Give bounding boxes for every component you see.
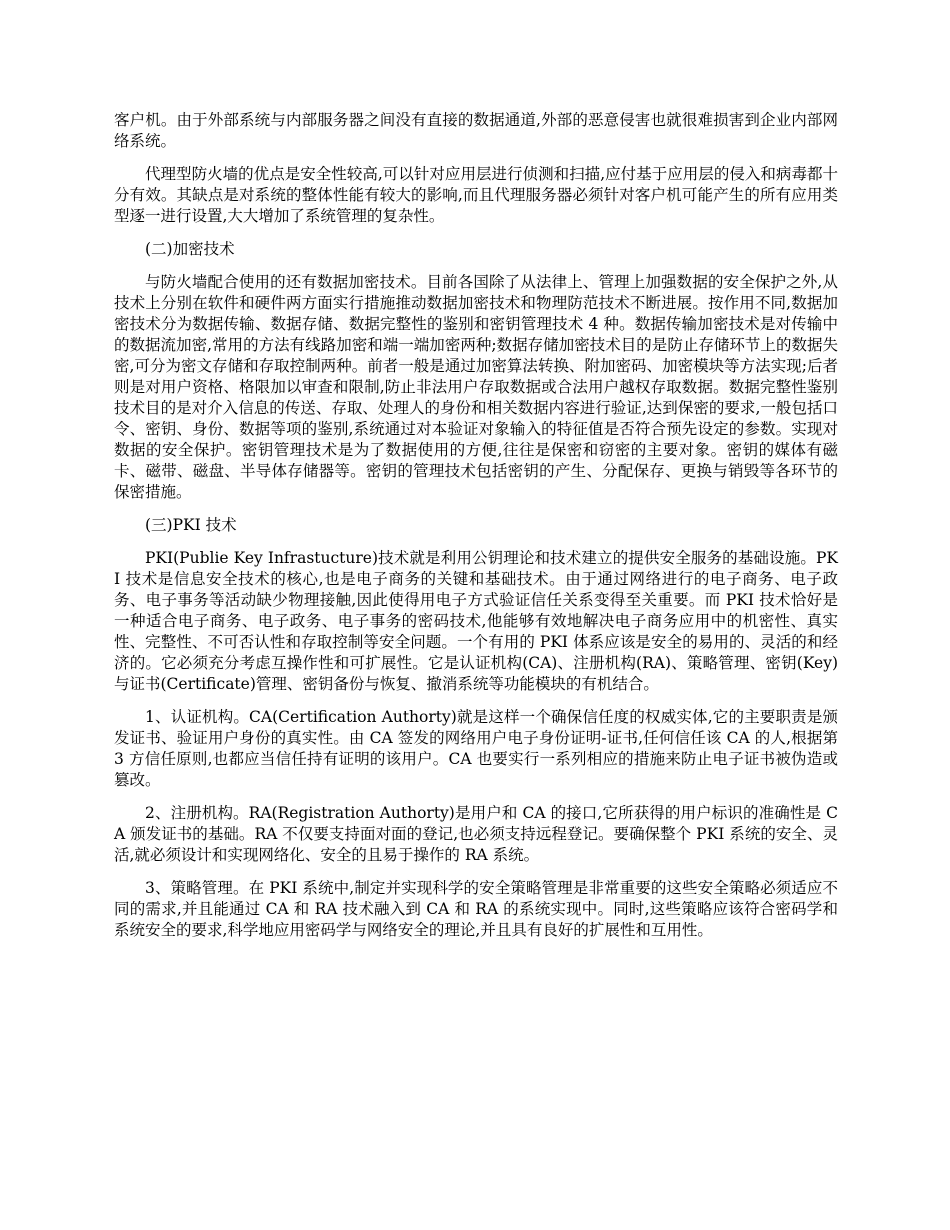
paragraph-proxy-firewall: 代理型防火墙的优点是安全性较高,可以针对应用层进行侦测和扫描,应付基于应用层的侵入和病毒都十分有效。其缺点是对系统的整体性能有较大的影响,而且代理服务器必须针对客户机可能产生的所有应用类型逐一进行设置,大大增加了系统管理的复杂性。 <box>114 165 838 225</box>
document-page <box>114 110 838 953</box>
paragraph-continuation: 客户机。由于外部系统与内部服务器之间没有直接的数据通道,外部的恶意侵害也就很难损害到企业内部网络系统。 <box>114 111 838 150</box>
paragraph-certification-authority: 1、认证机构。CA(Certification Authorty)就是这样一个确保信任度的权威实体,它的主要职责是颁发证书、验证用户身份的真实性。由 CA 签发的网络用户电子身份证明-证书,任何信任该 CA 的人,根据第 3 方信任原则,也都应当信任持有证明的该用户。CA 也要实行一系列相应的措施来防止电子证书被伪造或篡改。 <box>114 708 838 789</box>
section-heading-pki: (三)PKI 技术 <box>145 516 237 534</box>
paragraph-registration-authority: 2、注册机构。RA(Registration Authorty)是用户和 CA 的接口,它所获得的用户标识的准确性是 CA 颁发证书的基础。RA 不仅要支持面对面的登记,也必须支持远程登记。要确保整个 PKI 系统的安全、灵活,就必须设计和实现网络化、安全的且易于操作的 RA 系统。 <box>114 804 838 864</box>
section-heading-encryption: (二)加密技术 <box>145 240 235 258</box>
paragraph-encryption: 与防火墙配合使用的还有数据加密技术。目前各国除了从法律上、管理上加强数据的安全保护之外,从技术上分别在软件和硬件两方面实行措施推动数据加密技术和物理防范技术不断进展。按作用不同,数据加密技术分为数据传输、数据存储、数据完整性的鉴别和密钥管理技术 4 种。数据传输加密技术是对传输中的数据流加密,常用的方法有线路加密和端一端加密两种;数据存储加密技术目的是防止存储环节上的数据失密,可分为密文存储和存取控制两种。前者一般是通过加密算法转换、附加密码、加密模块等方法实现;后者则是对用户资格、格限加以审查和限制,防止非法用户存取数据或合法用户越权存取数据。数据完整性鉴别技术目的是对介入信息的传送、存取、处理人的身份和相关数据内容进行验证,达到保密的要求,一般包括口令、密钥、身份、数据等项的鉴别,系统通过对本验证对象输入的特征值是否符合预先设定的参数。实现对数据的安全保护。密钥管理技术是为了数据使用的方便,往往是保密和窃密的主要对象。密钥的媒体有磁卡、磁带、磁盘、半导体存储器等。密钥的管理技术包括密钥的产生、分配保存、更换与销毁等各环节的保密措施。 <box>114 273 838 501</box>
paragraph-pki: PKI(Publie Key Infrastucture)技术就是利用公钥理论和技术建立的提供安全服务的基础设施。PKI 技术是信息安全技术的核心,也是电子商务的关键和基础技术。由于通过网络进行的电子商务、电子政务、电子事务等活动缺少物理接触,因此使得用电子方式验证信任关系变得至关重要。而 PKI 技术恰好是一种适合电子商务、电子政务、电子事务的密码技术,他能够有效地解决电子商务应用中的机密性、真实性、完整性、不可否认性和存取控制等安全问题。一个有用的 PKI 体系应该是安全的易用的、灵活的和经济的。它必须充分考虑互操作性和可扩展性。它是认证机构(CA)、注册机构(RA)、策略管理、密钥(Key)与证书(Certificate)管理、密钥备份与恢复、撤消系统等功能模块的有机结合。 <box>114 549 838 693</box>
paragraph-policy-management: 3、策略管理。在 PKI 系统中,制定并实现科学的安全策略管理是非常重要的这些安全策略必须适应不同的需求,并且能通过 CA 和 RA 技术融入到 CA 和 RA 的系统实现中。同时,这些策略应该符合密码学和系统安全的要求,科学地应用密码学与网络安全的理论,并且具有良好的扩展性和互用性。 <box>114 879 838 939</box>
